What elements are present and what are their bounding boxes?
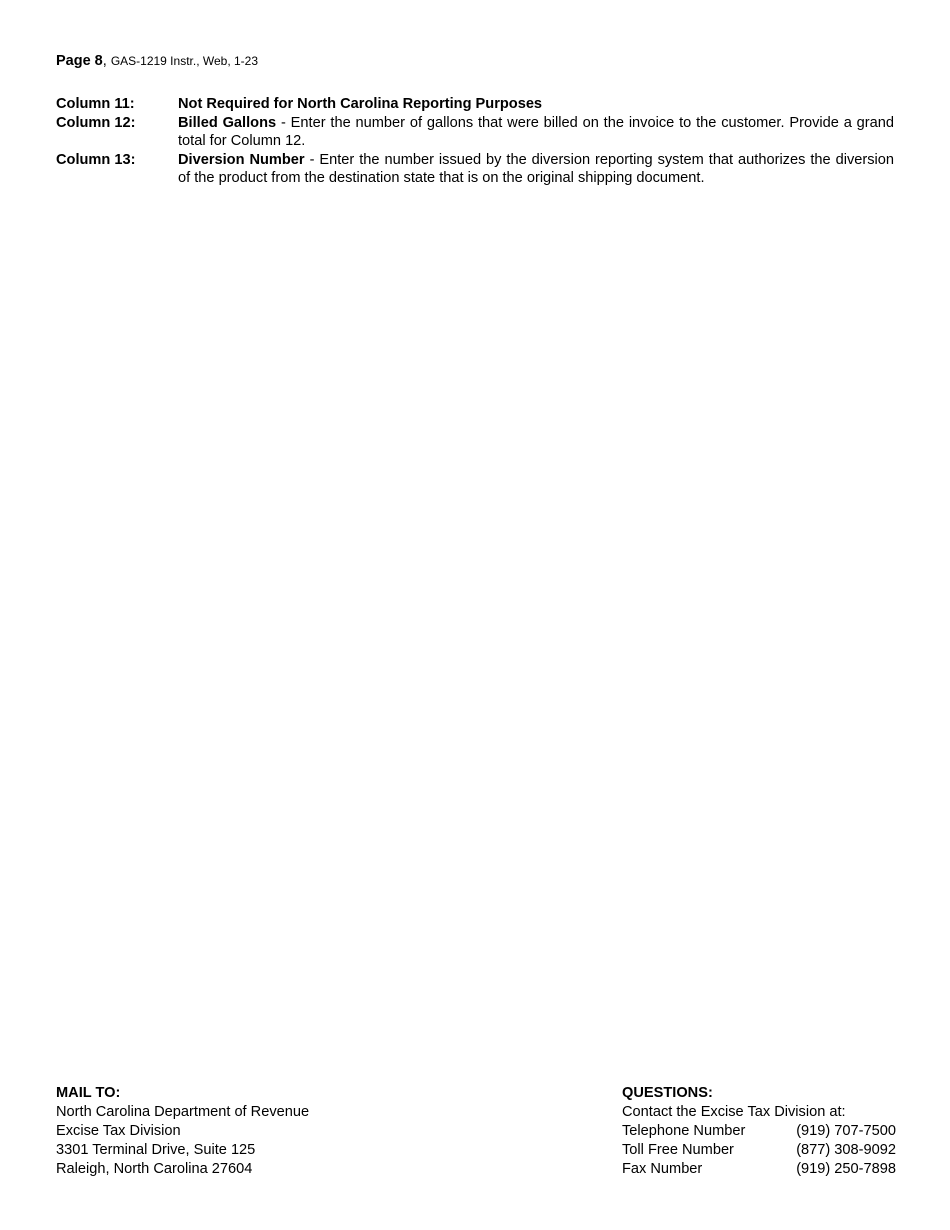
mail-to-line-department: North Carolina Department of Revenue: [56, 1103, 310, 1120]
column-12-body: [178, 114, 894, 151]
column-13-term: Diversion Number: [178, 151, 305, 168]
contact-row-telephone: [622, 1122, 896, 1141]
column-13-body: [178, 151, 894, 188]
column-12-row: [56, 114, 894, 151]
mail-to-block: [56, 1084, 309, 1179]
column-11-term: Not Required for North Carolina Reporting Purposes: [178, 96, 543, 112]
mail-to-line-street: 3301 Terminal Drive, Suite 125: [56, 1141, 256, 1158]
telephone-value: (919) 707-7500: [796, 1122, 896, 1139]
column-11-label: Column 11:: [56, 96, 135, 112]
column-11-row: [56, 95, 894, 114]
column-13-text: - Enter the number issued by the diversion reporting system that authorizes the diversion of the product from the destination state that is on the original shipping document.: [178, 151, 894, 187]
header-separator: ,: [102, 53, 107, 69]
column-12-label: Column 12:: [56, 114, 136, 131]
questions-heading: QUESTIONS:: [622, 1085, 713, 1101]
questions-intro: Contact the Excise Tax Division at:: [622, 1103, 846, 1120]
contact-row-fax: [622, 1160, 896, 1179]
mail-to-heading: MAIL TO:: [56, 1085, 121, 1101]
column-12-text: - Enter the number of gallons that were billed on the invoice to the customer. Provide a grand total for Column 12.: [178, 114, 894, 150]
questions-block: [622, 1084, 896, 1179]
toll-free-label: Toll Free Number: [622, 1141, 734, 1158]
column-13-label: Column 13:: [56, 151, 136, 168]
column-instructions: [56, 95, 894, 188]
mail-to-line-division: Excise Tax Division: [56, 1122, 181, 1139]
fax-label: Fax Number: [622, 1160, 703, 1177]
fax-value: (919) 250-7898: [796, 1160, 896, 1177]
form-identifier: GAS-1219 Instr., Web, 1-23: [110, 54, 258, 68]
mail-to-line-city: Raleigh, North Carolina 27604: [56, 1160, 253, 1177]
toll-free-value: (877) 308-9092: [796, 1141, 896, 1158]
telephone-label: Telephone Number: [622, 1122, 746, 1139]
column-13-row: [56, 151, 894, 188]
page-header: [56, 53, 258, 69]
column-11-body: [178, 95, 894, 114]
page-number: Page 8: [56, 53, 103, 69]
column-12-term: Billed Gallons: [178, 114, 277, 131]
contact-row-toll-free: [622, 1141, 896, 1160]
